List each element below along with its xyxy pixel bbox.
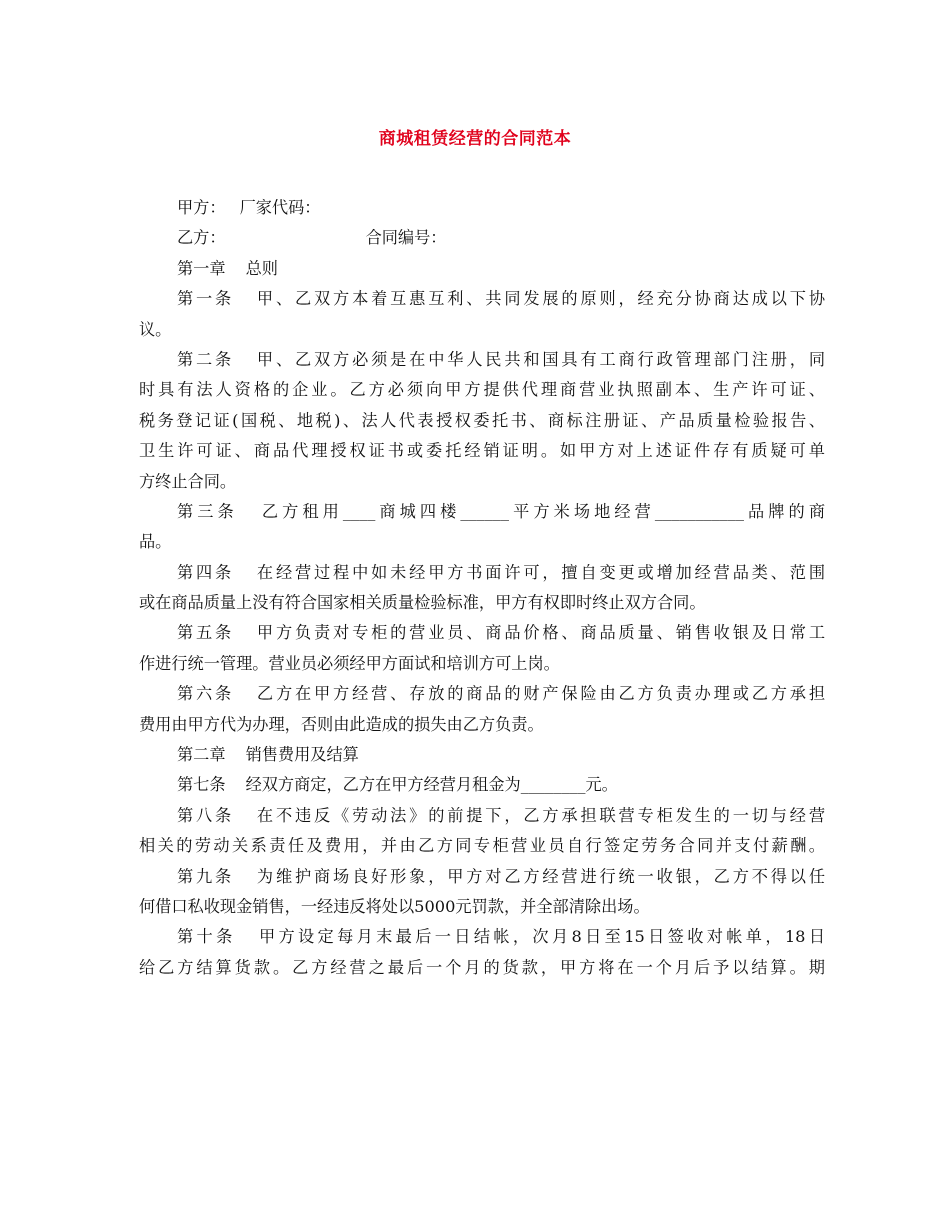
article-2-line-2: 时具有法人资格的企业。乙方必须向甲方提供代理商营业执照副本、生产许可证、 <box>139 380 825 400</box>
chapter-2-heading: 第二章 销售费用及结算 <box>177 745 359 765</box>
party-a-label: 甲方： <box>177 198 226 217</box>
article-1: 第一条 甲、乙双方本着互惠互利、共同发展的原则，经充分协商达成以下协 <box>177 289 826 309</box>
contract-no-label: 合同编号： <box>365 228 447 248</box>
article-4-line-2: 或在商品质量上没有符合国家相关质量检验标准，甲方有权即时终止双方合同。 <box>139 593 706 613</box>
party-a-line <box>139 193 825 223</box>
article-4: 第四条 在经营过程中如未经甲方书面许可，擅自变更或增加经营品类、范围 <box>177 562 826 582</box>
article-5: 第五条 甲方负责对专柜的营业员、商品价格、商品质量、销售收银及日常工 <box>177 623 826 643</box>
article-2: 第二条 甲、乙双方必须是在中华人民共和国具有工商行政管理部门注册，同 <box>177 349 826 369</box>
article-10-line-2: 给乙方结算货款。乙方经营之最后一个月的货款，甲方将在一个月后予以结算。期 <box>139 957 825 977</box>
contract-body <box>139 193 825 983</box>
factory-code-label: 厂家代码： <box>239 198 321 217</box>
article-2-line-5: 方终止合同。 <box>139 471 237 491</box>
document-title: 商城租赁经营的合同范本 <box>378 129 572 149</box>
article-10: 第十条 甲方设定每月末最后一日结帐，次月8日至15日签收对帐单，18日 <box>177 927 826 947</box>
article-8-line-2: 相关的劳动关系责任及费用，并由乙方同专柜营业员自行签定劳务合同并支付薪酬。 <box>139 836 825 856</box>
chapter-1-heading: 第一章 总则 <box>177 258 278 278</box>
article-1-line-2: 议。 <box>139 319 172 339</box>
article-3: 第三条 乙方租用____商城四楼______平方米场地经营___________品牌的商 <box>177 501 826 521</box>
article-6: 第六条 乙方在甲方经营、存放的商品的财产保险由乙方负责办理或乙方承担 <box>177 684 826 704</box>
article-9: 第九条 为维护商场良好形象，甲方对乙方经营进行统一收银，乙方不得以任 <box>177 866 826 886</box>
article-3-line-2: 品。 <box>139 532 172 552</box>
party-b-line <box>139 223 825 253</box>
article-8: 第八条 在不违反《劳动法》的前提下，乙方承担联营专柜发生的一切与经营 <box>177 805 826 825</box>
article-9-line-2: 何借口私收现金销售，一经违反将处以5000元罚款，并全部清除出场。 <box>139 896 650 916</box>
party-b-label: 乙方： <box>177 228 226 248</box>
article-5-line-2: 作进行统一管理。营业员必须经甲方面试和培训方可上岗。 <box>139 653 560 673</box>
article-2-line-4: 卫生许可证、商品代理授权证书或委托经销证明。如甲方对上述证件存有质疑可单 <box>139 441 825 461</box>
article-7: 第七条 经双方商定，乙方在甲方经营月租金为________元。 <box>177 775 618 795</box>
article-6-line-2: 费用由甲方代为办理，否则由此造成的损失由乙方负责。 <box>139 714 544 734</box>
article-2-line-3: 税务登记证(国税、地税)、法人代表授权委托书、商标注册证、产品质量检验报告、 <box>139 410 825 430</box>
